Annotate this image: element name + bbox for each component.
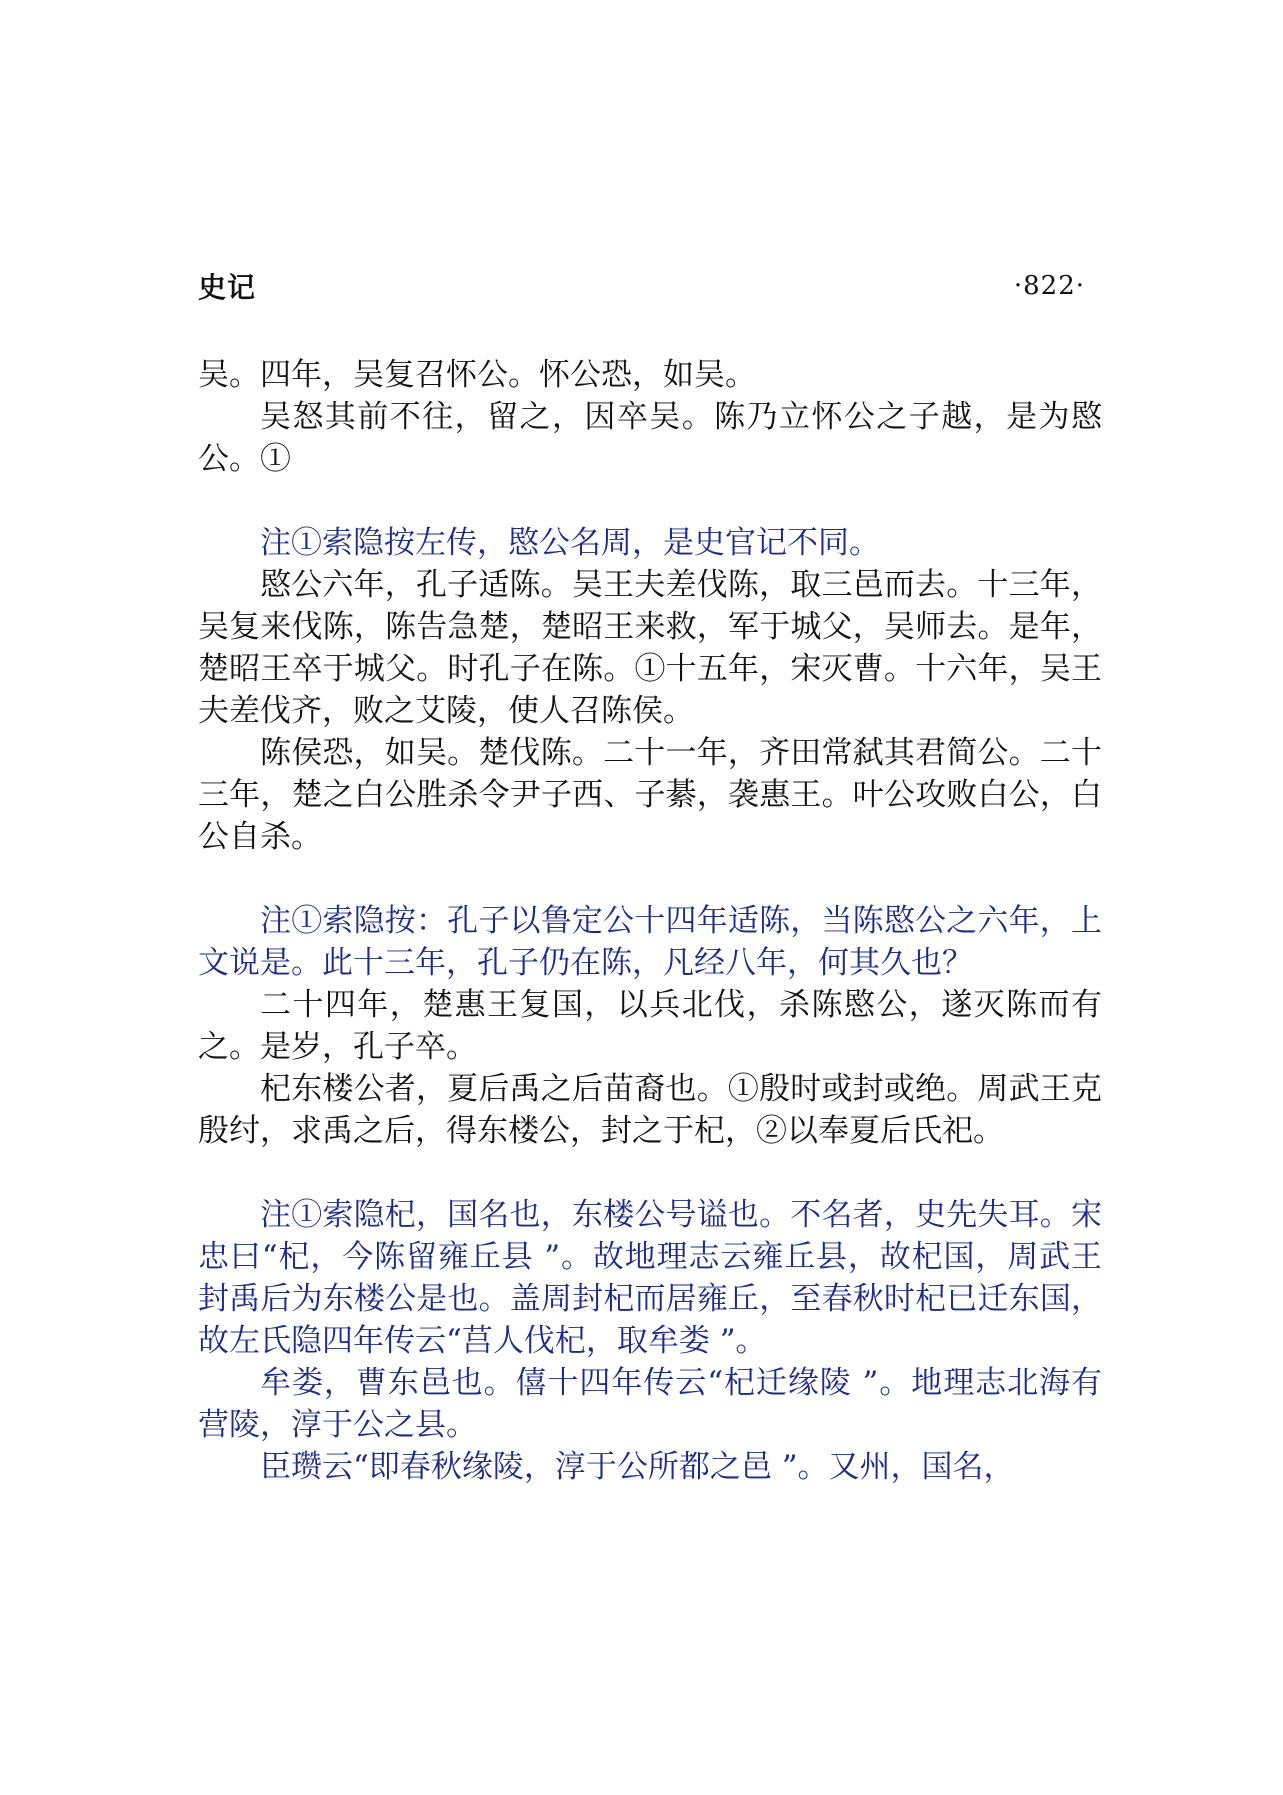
text-body [198,354,1102,1488]
annotation-note: 注①索隐杞，国名也，东楼公号谥也。不名者，史先失耳。宋忠曰“杞，今陈留雍丘县 ”。故地理志云雍丘县，故杞国，周武王封禹后为东楼公是也。盖周封杞而居雍丘，至春秋时杞已迁东国，故左氏隐四年传云“莒人伐杞，取牟娄 ”。 [198,1197,1102,1359]
paragraph: 愍公六年，孔子适陈。吴王夫差伐陈，取三邑而去。十三年，吴复来伐陈，陈告急楚，楚昭王来救，军于城父，吴师去。是年，楚昭王卒于城父。时孔子在陈。①十五年，宋灭曹。十六年，吴王夫差伐齐，败之艾陵，使人召陈侯。 [198,567,1102,729]
paragraph: 二十四年，楚惠王复国，以兵北伐，杀陈愍公，遂灭陈而有之。是岁，孔子卒。 [198,987,1102,1065]
page-number: ·822· [1013,271,1085,301]
annotation-note: 牟娄，曹东邑也。僖十四年传云“杞迁缘陵 ”。地理志北海有营陵，淳于公之县。 [198,1365,1102,1443]
book-title: 史记 [198,271,257,304]
annotation-note: 注①索隐按：孔子以鲁定公十四年适陈，当陈愍公之六年，上文说是。此十三年，孔子仍在陈，凡经八年，何其久也？ [198,903,1102,981]
paragraph: 吴怒其前不往，留之，因卒吴。陈乃立怀公之子越，是为愍公。① [198,399,1102,477]
annotation-note: 注①索隐按左传，愍公名周，是史官记不同。 [260,525,880,561]
paragraph: 陈侯恐，如吴。楚伐陈。二十一年，齐田常弑其君简公。二十三年，楚之白公胜杀令尹子西、子綦，袭惠王。叶公攻败白公，白公自杀。 [198,735,1102,855]
annotation-note: 臣瓒云“即春秋缘陵，淳于公所都之邑 ”。又州，国名， [260,1449,1015,1485]
paragraph: 杞东楼公者，夏后禹之后苗裔也。①殷时或封或绝。周武王克殷纣，求禹之后，得东楼公，封之于杞，②以奉夏后氏祀。 [198,1071,1102,1149]
running-header [198,266,1085,306]
paragraph: 吴。四年，吴复召怀公。怀公恐，如吴。 [198,357,756,393]
